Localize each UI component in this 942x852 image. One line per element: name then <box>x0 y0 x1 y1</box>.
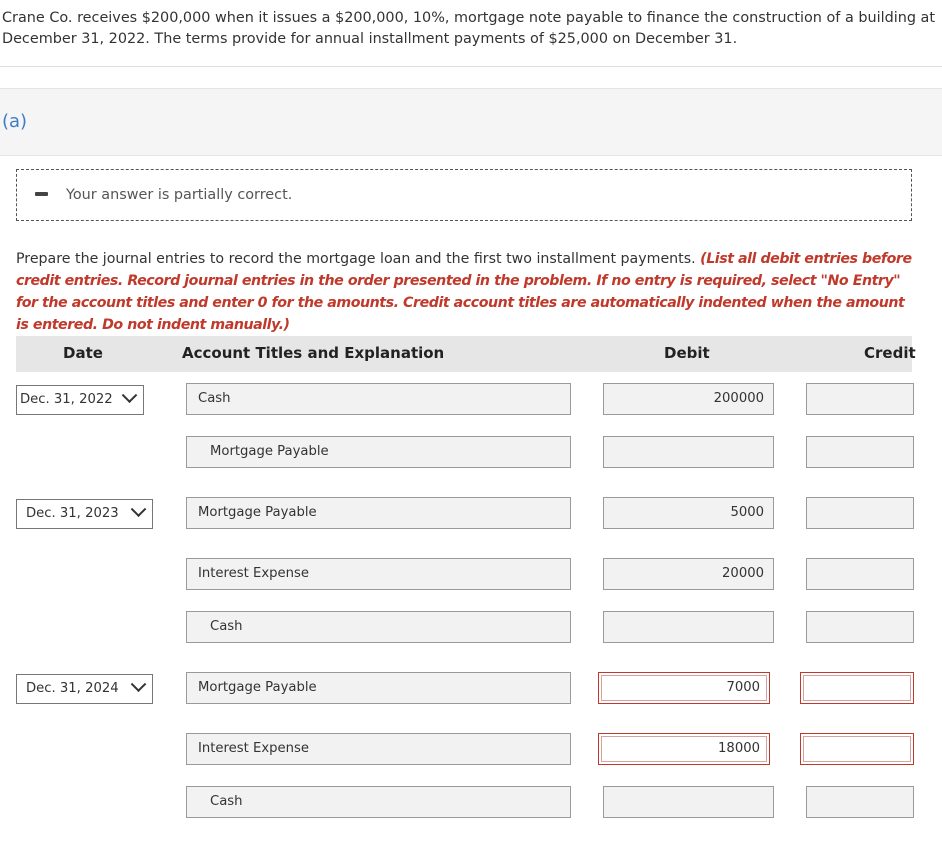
problem-statement: Crane Co. receives $200,000 when it issues a $200,000, 10%, mortgage note payable to finance the construction of a building at December 31, 2022. The terms provide for annual installment payments of $25,000 on December 31. <box>2 10 936 47</box>
credit-field[interactable] <box>806 436 914 468</box>
instructions <box>16 248 921 336</box>
header-date: Date <box>63 344 103 362</box>
account-field[interactable]: Cash <box>186 383 571 415</box>
header-credit: Credit <box>864 344 916 362</box>
debit-field[interactable] <box>603 611 774 643</box>
table-header <box>16 336 912 372</box>
account-field[interactable]: Mortgage Payable <box>186 497 571 529</box>
credit-field-incorrect[interactable] <box>800 672 914 704</box>
debit-field-incorrect[interactable]: 18000 <box>598 733 770 765</box>
debit-field[interactable]: 20000 <box>603 558 774 590</box>
debit-field[interactable] <box>603 786 774 818</box>
date-select-2022[interactable] <box>16 385 144 415</box>
part-header <box>0 88 942 156</box>
divider <box>0 66 942 67</box>
credit-field[interactable] <box>806 786 914 818</box>
credit-field[interactable] <box>806 611 914 643</box>
status-text: Your answer is partially correct. <box>66 187 293 203</box>
chevron-down-icon <box>131 501 147 517</box>
debit-field[interactable]: 200000 <box>603 383 774 415</box>
instructions-emphasis: (List all debit entries before credit entries. Record journal entries in the order presented in the problem. If no entry is required, select "No Entry" for the account titles and enter 0 for the amounts. Credit account titles are automatically indented when the amount is entered. Do not indent manually.) <box>16 251 912 333</box>
part-label: (a) <box>2 111 28 132</box>
debit-field-incorrect[interactable]: 7000 <box>598 672 770 704</box>
date-select-value: Dec. 31, 2024 <box>26 681 119 696</box>
chevron-down-icon <box>131 676 147 692</box>
header-debit: Debit <box>664 344 710 362</box>
debit-field[interactable]: 5000 <box>603 497 774 529</box>
header-account: Account Titles and Explanation <box>182 344 445 362</box>
account-field[interactable]: Mortgage Payable <box>186 672 571 704</box>
date-select-value: Dec. 31, 2022 <box>20 392 113 407</box>
credit-field-incorrect[interactable] <box>800 733 914 765</box>
instructions-plain: Prepare the journal entries to record the mortgage loan and the first two installment payments. <box>16 251 696 267</box>
account-field[interactable]: Cash <box>186 611 571 643</box>
credit-field[interactable] <box>806 558 914 590</box>
date-select-value: Dec. 31, 2023 <box>26 506 119 521</box>
account-field[interactable]: Interest Expense <box>186 733 571 765</box>
account-field[interactable]: Interest Expense <box>186 558 571 590</box>
account-field[interactable]: Mortgage Payable <box>186 436 571 468</box>
debit-field[interactable] <box>603 436 774 468</box>
date-select-2024[interactable] <box>16 674 153 704</box>
minus-icon <box>35 192 48 196</box>
credit-field[interactable] <box>806 383 914 415</box>
date-select-2023[interactable] <box>16 499 153 529</box>
chevron-down-icon <box>122 387 138 403</box>
credit-field[interactable] <box>806 497 914 529</box>
account-field[interactable]: Cash <box>186 786 571 818</box>
